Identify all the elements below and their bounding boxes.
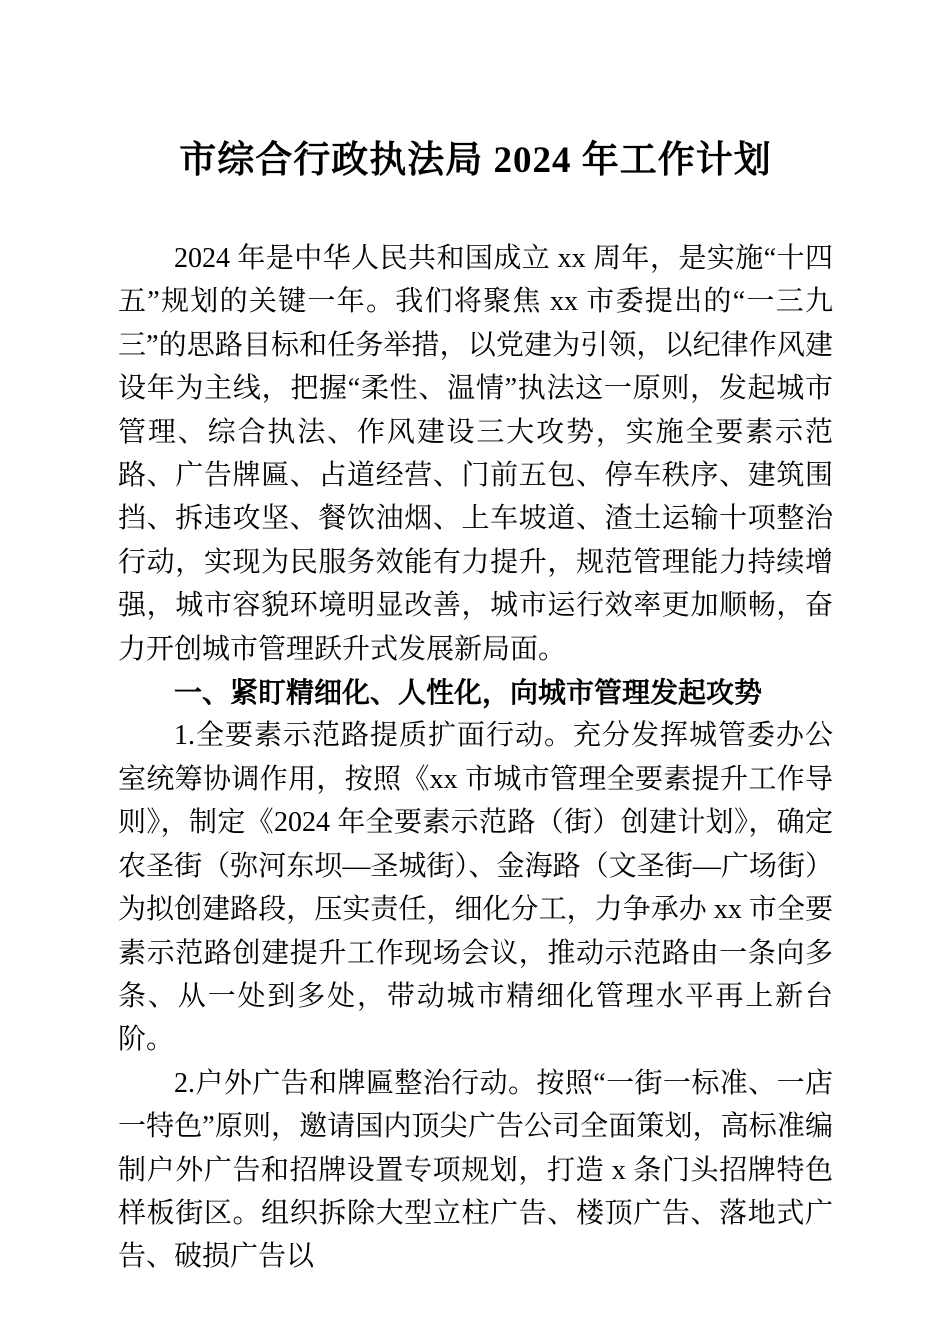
- intro-paragraph: 2024 年是中华人民共和国成立 xx 周年，是实施“十四五”规划的关键一年。我们将聚焦 xx 市委提出的“一三九三”的思路目标和任务举措，以党建为引领，以纪律作风建设年为主线，把握“柔性、温情”执法这一原则，发起城市管理、综合执法、作风建设三大攻势，实施全要素示范路、广告牌匾、占道经营、门前五包、停车秩序、建筑围挡、拆违攻坚、餐饮油烟、上车坡道、渣土运输十项整治行动，实现为民服务效能有力提升，规范管理能力持续增强，城市容貌环境明显改善，城市运行效率更加顺畅，奋力开创城市管理跃升式发展新局面。: [118, 243, 833, 665]
- section-1-heading: 一、紧盯精细化、人性化，向城市管理发起攻势: [174, 677, 763, 709]
- section-1-item-2-paragraph: 2.户外广告和牌匾整治行动。按照“一街一标准、一店一特色”原则，邀请国内顶尖广告公司全面策划，高标准编制户外广告和招牌设置专项规划，打造 x 条门头招牌特色样板街区。组织拆除大型立柱广告、楼顶广告、落地式广告、破损广告以: [118, 1067, 833, 1273]
- document-title: 市综合行政执法局 2024 年工作计划: [179, 140, 772, 181]
- section-1-item-1-paragraph: 1.全要素示范路提质扩面行动。充分发挥城管委办公室统筹协调作用，按照《xx 市城市管理全要素提升工作导则》，制定《2024 年全要素示范路（街）创建计划》，确定农圣街（弥河东坝—圣城街）、金海路（文圣街—广场街）为拟创建路段，压实责任，细化分工，力争承办 xx 市全要素示范路创建提升工作现场会议，推动示范路由一条向多条、从一处到多处，带动城市精细化管理水平再上新台阶。: [118, 720, 833, 1056]
